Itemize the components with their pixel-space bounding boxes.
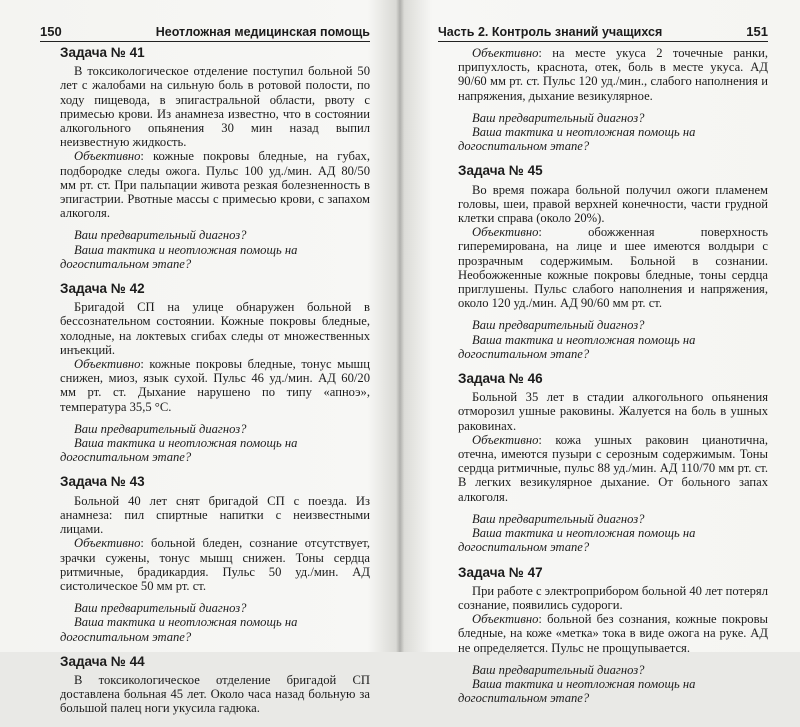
objective-text: : кожные покровы бледные, тонус мышц снижен, миоз, язык сухой. Пульс 46 уд./мин. АД 60/20 мм рт. ст. Дыхание нарушено по типу «апноэ», температура 35,5 °С. [60, 357, 370, 414]
running-head: Неотложная медицинская помощь [155, 25, 370, 39]
task-title: Задача № 42 [60, 281, 145, 297]
page-number: 150 [40, 24, 62, 39]
task-text: Больной 35 лет в стадии алкогольного опьянения отморозил ушные раковины. Жалуется на боль в ушных раковинах. [458, 390, 768, 433]
task-42 [60, 282, 370, 464]
question-diagnosis: Ваш предварительный диагноз? [74, 421, 247, 436]
task-45 [458, 164, 768, 361]
objective-text: : обожженная поверхность гиперемирована, на лице и шее имеются волдыри с прозрачным содержимым. Больной в сознании. Необожженные кожные покровы бледные, тоны сердца приглушены. Пульс слабого наполнения и напряжения, около 120 уд./мин. АД 90/60 мм рт. ст. [458, 225, 768, 311]
question-diagnosis: Ваш предварительный диагноз? [472, 511, 645, 526]
task-text: Во время пожара больной получил ожоги пламенем головы, шеи, правой верхней конечности, части грудной клетки справа (около 20%). [458, 182, 768, 226]
question-tactics: Ваша тактика и неотложная помощь на догоспитальном этапе? [458, 332, 696, 361]
objective-label: Объективно [472, 46, 539, 60]
question-diagnosis: Ваш предварительный диагноз? [472, 318, 645, 333]
task-objective [458, 612, 768, 655]
running-head: Часть 2. Контроль знаний учащихся [438, 25, 663, 39]
question-diagnosis: Ваш предварительный диагноз? [74, 601, 247, 616]
task-46 [458, 372, 768, 554]
task-text: В токсикологическое отделение поступил больной 50 лет с жалобами на сильную боль в ротовой полости, по ходу пищевода, в эпигастральной области, рвоту с примесью крови. Из анамнеза известно, что в состоянии алкогольного опьянения 30 мин назад выпил неизвестную жидкость. [60, 64, 370, 150]
task-title: Задача № 45 [458, 163, 543, 179]
objective-text: : на месте укуса 2 точечные ранки, припухлость, краснота, отек, боль в месте укуса. АД 90/60 мм рт. ст. Пульс 120 уд./мин., слабого наполнения и напряжения, дыхание везикулярное. [458, 46, 768, 103]
objective-label: Объективно [472, 612, 539, 627]
left-page [0, 0, 400, 716]
question-diagnosis: Ваш предварительный диагноз? [472, 662, 645, 677]
question-diagnosis: Ваш предварительный диагноз? [74, 228, 247, 243]
task-43 [60, 475, 370, 643]
task-objective [458, 433, 768, 504]
task-objective [60, 536, 370, 593]
objective-text: : кожные покровы бледные, на губах, подбородке следы ожога. Пульс 100 уд./мин. АД 80/50 мм рт. ст. При пальпации живота резкая болезненность в эпигастрии. Рвотные массы с примесью крови, с запахом алкоголя. [60, 149, 370, 221]
task-44-continuation [458, 46, 768, 153]
task-47 [458, 566, 768, 706]
task-44 [60, 655, 370, 716]
task-text: В токсикологическое отделение бригадой СП доставлена больная 45 лет. Около часа назад больную за большой палец ноги укусила гадюка. [60, 672, 370, 716]
question-tactics: Ваша тактика и неотложная помощь на догоспитальном этапе? [60, 242, 298, 271]
objective-text: : кожа ушных раковин цианотична, отечна, имеются пузыри с серозным содержимым. Тоны сердца ритмичные, пульс 88 уд./мин. АД 110/70 мм рт. ст. В легких везикулярное дыхание. От больного запах алкоголя. [458, 432, 768, 504]
question-tactics: Ваша тактика и неотложная помощь на догоспитальном этапе? [458, 676, 696, 706]
right-page-header [438, 20, 768, 42]
task-objective [60, 149, 370, 220]
task-title: Задача № 41 [60, 45, 145, 60]
objective-text: : больной без сознания, кожные покровы бледные, на коже «метка» тока в виде ожога на руке. АД не определяется. Пульс не прощупывается. [458, 612, 768, 655]
right-page [400, 0, 800, 706]
question-tactics: Ваша тактика и неотложная помощь на догоспитальном этапе? [60, 436, 298, 465]
task-objective [60, 357, 370, 414]
task-title: Задача № 44 [60, 653, 145, 669]
task-text: Больной 40 лет снят бригадой СП с поезда. Из анамнеза: пил спиртные напитки с неизвестными лицами. [60, 493, 370, 537]
question-tactics: Ваша тактика и неотложная помощь на догоспитальном этапе? [60, 615, 298, 644]
task-41 [60, 46, 370, 271]
task-objective [458, 46, 768, 103]
task-title: Задача № 43 [60, 474, 145, 490]
objective-label: Объективно [472, 225, 539, 240]
task-title: Задача № 47 [458, 564, 543, 580]
task-title: Задача № 46 [458, 371, 543, 387]
left-page-header [40, 20, 370, 42]
objective-label: Объективно [74, 357, 141, 372]
task-text: Бригадой СП на улице обнаружен больной в бессознательном состоянии. Кожные покровы бледные, холодные, на локтевых сгибах следы от множественных инъекций. [60, 300, 370, 357]
question-tactics: Ваша тактика и неотложная помощь на догоспитальном этапе? [458, 125, 696, 154]
objective-text: : больной бледен, сознание отсутствует, зрачки сужены, тонус мышц снижен. Тоны сердца ритмичные, брадикардия. Пульс 50 уд./мин. АД систолическое 50 мм рт. ст. [60, 536, 370, 593]
question-tactics: Ваша тактика и неотложная помощь на догоспитальном этапе? [458, 526, 696, 555]
task-text: При работе с электроприбором больной 40 лет потерял сознание, появились судороги. [458, 583, 768, 612]
question-diagnosis: Ваш предварительный диагноз? [472, 110, 645, 125]
right-page-content [458, 46, 768, 716]
left-page-content [60, 46, 370, 727]
objective-label: Объективно [74, 536, 141, 551]
task-objective [458, 225, 768, 310]
objective-label: Объективно [74, 149, 141, 164]
objective-label: Объективно [472, 432, 539, 447]
page-number: 151 [746, 24, 768, 39]
